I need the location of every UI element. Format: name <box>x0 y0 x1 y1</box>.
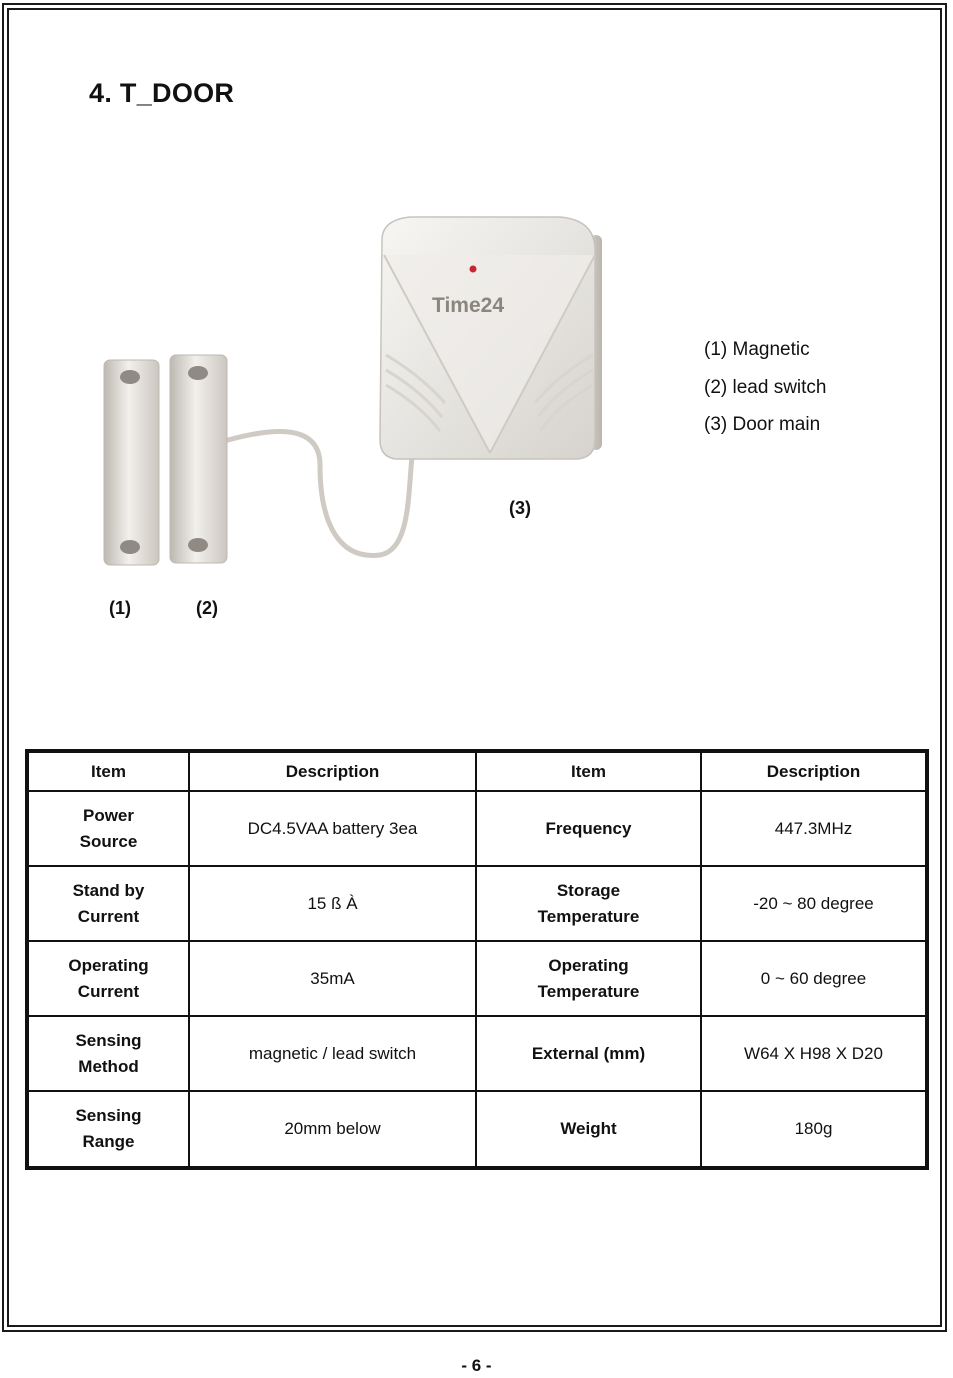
table-header-row <box>27 751 927 791</box>
table-row <box>27 1016 927 1091</box>
table-cell-item: Operating Temperature <box>476 941 701 1016</box>
table-cell-description: 0 ~ 60 degree <box>701 941 927 1016</box>
table-header: Item <box>476 751 701 791</box>
legend-item-lead-switch: (2) lead switch <box>704 376 827 398</box>
page-number: - 6 - <box>461 1356 492 1375</box>
table-header: Description <box>189 751 476 791</box>
lead-switch-bar <box>170 355 227 563</box>
table-cell-item: External (mm) <box>476 1016 701 1091</box>
table-row <box>27 866 927 941</box>
table-cell-description: magnetic / lead switch <box>189 1016 476 1091</box>
table-row <box>27 791 927 866</box>
table-cell-item: Sensing Method <box>27 1016 189 1091</box>
brand-logo: Time24 <box>432 294 504 317</box>
table-cell-description: DC4.5VAA battery 3ea <box>189 791 476 866</box>
product-photo <box>90 195 630 585</box>
table-cell-item: Operating Current <box>27 941 189 1016</box>
table-row <box>27 941 927 1016</box>
legend-item-magnetic: (1) Magnetic <box>704 339 810 360</box>
spec-table <box>25 749 929 1170</box>
table-cell-item: Power Source <box>27 791 189 866</box>
table-cell-description: 20mm below <box>189 1091 476 1168</box>
component-legend <box>704 331 827 444</box>
table-row <box>27 1091 927 1168</box>
door-main-unit <box>380 217 602 459</box>
table-cell-description: 447.3MHz <box>701 791 927 866</box>
legend-item-door-main: (3) Door main <box>704 414 821 435</box>
table-cell-description: -20 ~ 80 degree <box>701 866 927 941</box>
table-cell-item: Stand by Current <box>27 866 189 941</box>
section-title: 4. T_DOOR <box>89 78 235 108</box>
table-cell-item: Storage Temperature <box>476 866 701 941</box>
table-cell-description: 15 ß À <box>189 866 476 941</box>
table-cell-description: 35mA <box>189 941 476 1016</box>
indicator-led-icon <box>470 266 477 273</box>
table-cell-description: 180g <box>701 1091 927 1168</box>
table-cell-item: Sensing Range <box>27 1091 189 1168</box>
callout-1: (1) <box>109 598 131 618</box>
table-cell-description: W64 X H98 X D20 <box>701 1016 927 1091</box>
table-header: Description <box>701 751 927 791</box>
table-cell-item: Frequency <box>476 791 701 866</box>
callout-3: (3) <box>509 498 531 518</box>
table-header: Item <box>27 751 189 791</box>
callout-2: (2) <box>196 598 218 618</box>
magnet-bar <box>104 360 159 565</box>
table-cell-item: Weight <box>476 1091 701 1168</box>
